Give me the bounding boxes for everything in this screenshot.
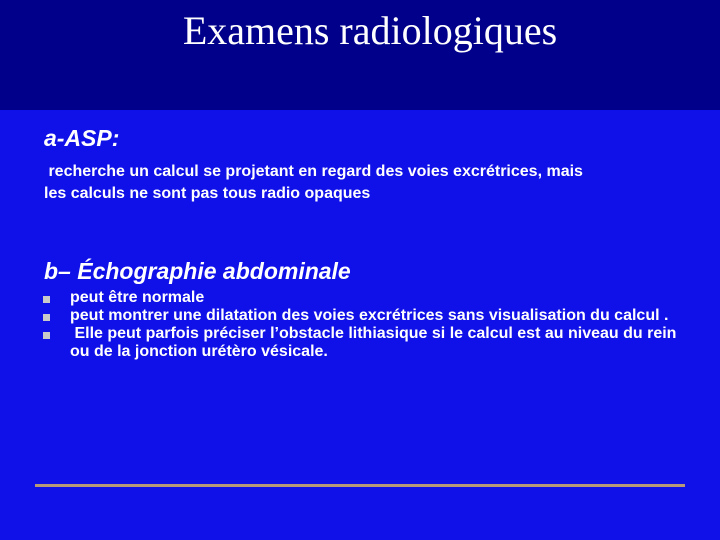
- section-text-asp: recherche un calcul se projetant en regard des voies excrétrices, mais les calculs ne sont pas tous radio opaques: [44, 163, 588, 202]
- square-bullet-icon: [43, 296, 50, 303]
- title-band: [0, 0, 720, 110]
- bullet-text: peut être normale: [70, 289, 205, 306]
- bullet-text: peut montrer une dilatation des voies excrétrices sans visualisation du calcul .: [70, 307, 669, 324]
- bullet-text: Elle peut parfois préciser l’obstacle lithiasique si le calcul est au niveau du rein ou de la jonction urétèro vésicale.: [70, 325, 681, 360]
- list-item: [42, 289, 682, 307]
- divider-line: [35, 484, 685, 487]
- list-item: [42, 325, 682, 361]
- list-item: [42, 307, 682, 325]
- square-bullet-icon: [43, 332, 50, 339]
- section-heading-asp: a-ASP:: [44, 125, 120, 151]
- square-bullet-icon: [43, 314, 50, 321]
- bullet-list: [42, 289, 682, 361]
- slide-title: Examens radiologiques: [182, 8, 558, 53]
- section-heading-echographie: b– Échographie abdominale: [44, 258, 351, 284]
